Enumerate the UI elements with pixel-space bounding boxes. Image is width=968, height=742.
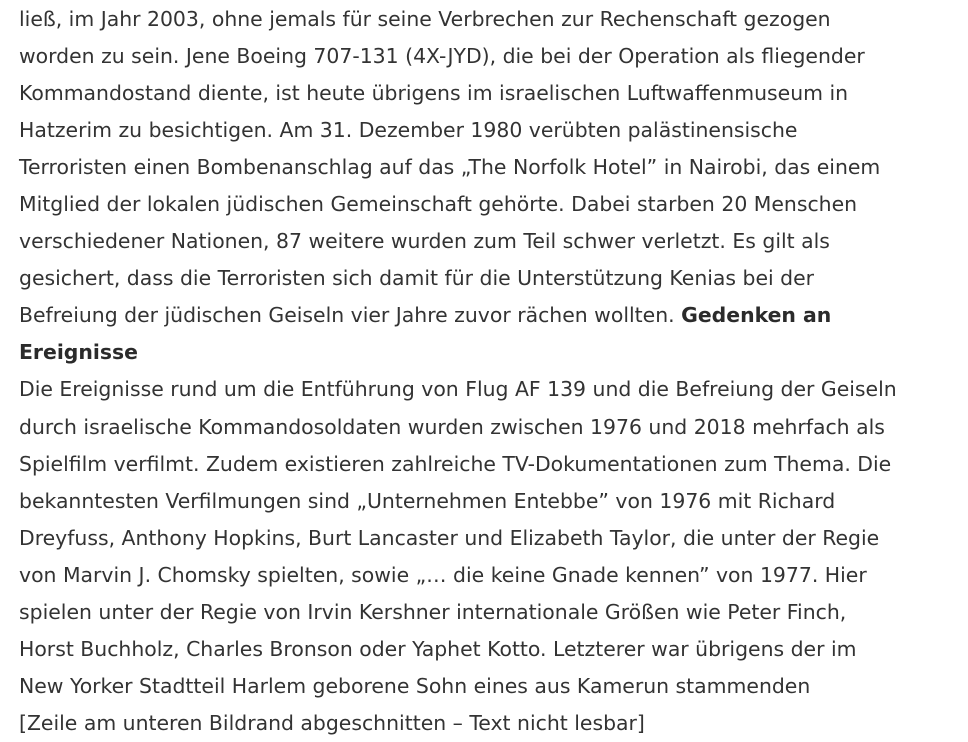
paragraph-line: Kommandostand diente, ist heute übrigens im israelischen Luftwaffenmuseum in [19,81,849,106]
paragraph-line: bekanntesten Verfilmungen sind „Unternehmen Entebbe” von 1976 mit Richard [19,488,836,513]
paragraph-line: ließ, im Jahr 2003, ohne jemals für seine Verbrechen zur Rechenschaft gezogen [19,7,831,31]
paragraph-line: von Marvin J. Chomsky spielten, sowie „… die keine Gnade kennen” von 1977. Hier [19,562,867,587]
paragraph-line-text: Befreiung der jüdischen Geiseln vier Jahre zuvor rächen wollten. [19,303,682,328]
article-body [19,1,959,742]
paragraph-line: verschiedener Nationen, 87 weitere wurden zum Teil schwer verletzt. Es gilt als [19,229,830,254]
clipped-paragraph-line: [Zeile am unteren Bildrand abgeschnitten – Text nicht lesbar] [19,710,645,735]
paragraph-line: Hatzerim zu besichtigen. Am 31. Dezember 1980 verübten palästinensische [19,118,798,143]
paragraph-line: Mitglied der lokalen jüdischen Gemeinschaft gehörte. Dabei starben 20 Menschen [19,192,858,217]
paragraph-line: Spielfilm verfilmt. Zudem existieren zahlreiche TV-Dokumentationen zum Thema. Die [19,451,892,476]
paragraph-line: Horst Buchholz, Charles Bronson oder Yaphet Kotto. Letzterer war übrigens der im [19,636,857,661]
section-heading-part-2: Ereignisse [19,340,139,365]
paragraph-line-with-heading [19,297,959,334]
paragraph-line: New Yorker Stadtteil Harlem geborene Sohn eines aus Kamerun stammenden [19,673,811,698]
paragraph-line: spielen unter der Regie von Irvin Kershner internationale Größen wie Peter Finch, [19,599,847,624]
paragraph-line: worden zu sein. Jene Boeing 707-131 (4X-JYD), die bei der Operation als fliegender [19,44,865,69]
paragraph-line: Die Ereignisse rund um die Entführung von Flug AF 139 und die Befreiung der Geiseln [19,377,897,402]
section-heading-part-1: Gedenken an [681,303,832,328]
paragraph-line: Terroristen einen Bombenanschlag auf das „The Norfolk Hotel” in Nairobi, das einem [19,155,881,180]
paragraph-line: durch israelische Kommandosoldaten wurden zwischen 1976 und 2018 mehrfach als [19,414,885,439]
paragraph-line: gesichert, dass die Terroristen sich damit für die Unterstützung Kenias bei der [19,266,815,291]
paragraph-line: Dreyfuss, Anthony Hopkins, Burt Lancaster und Elizabeth Taylor, die unter der Regie [19,525,880,550]
